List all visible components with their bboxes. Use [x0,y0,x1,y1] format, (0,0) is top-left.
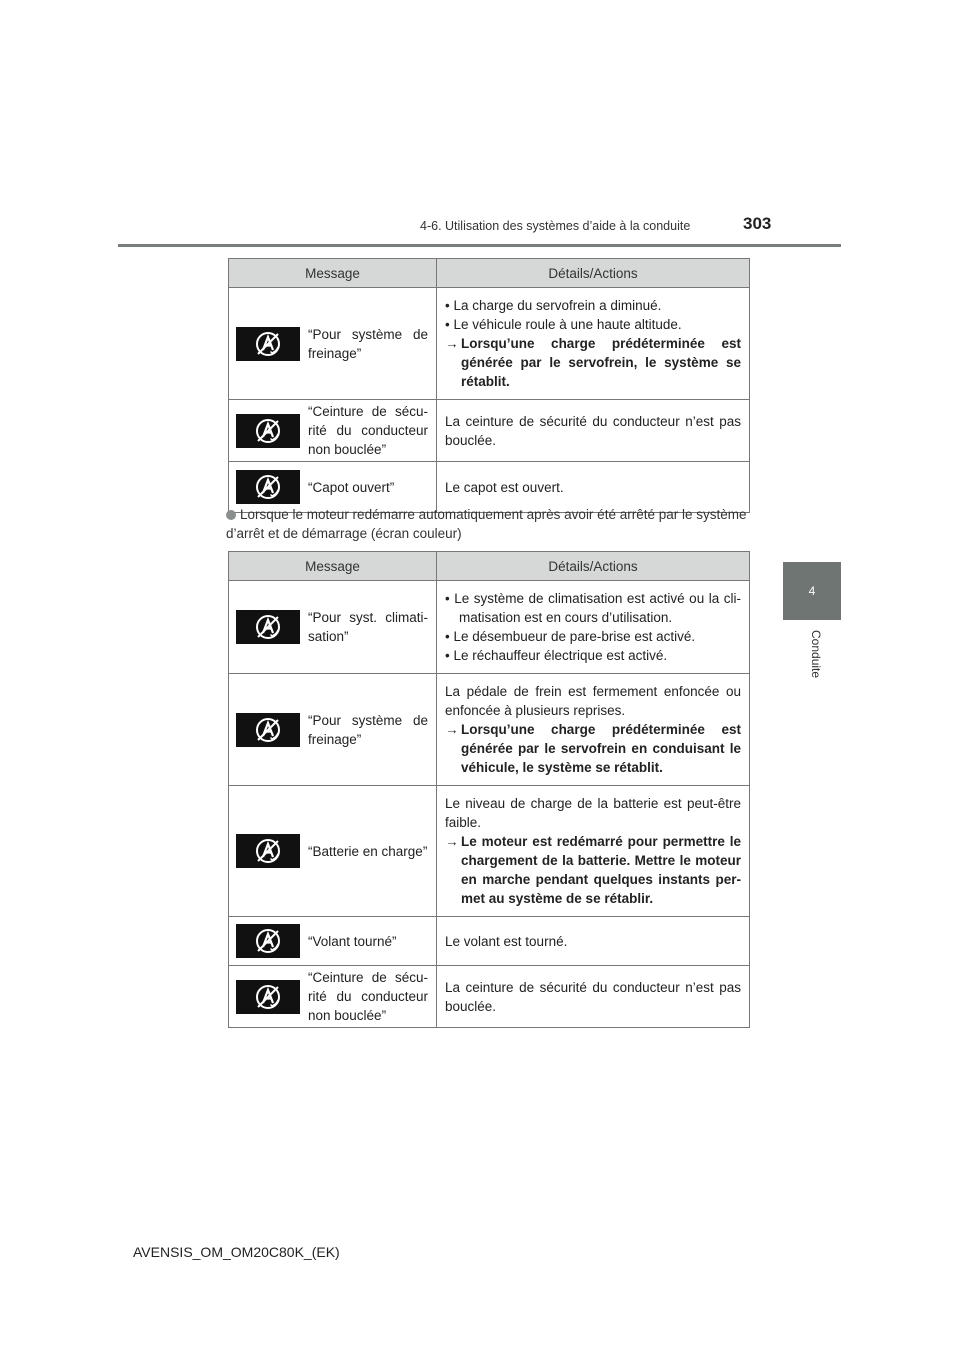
message-text: “Pour système de freinage” [304,674,437,786]
message-text: “Ceinture de sécu-rité du conducteur non bouclée” [304,400,437,462]
stop-start-deactivated-icon [236,834,300,868]
chapter-label: Conduite [809,630,823,679]
details-text: La pédale de frein est fermement enfoncée ou enfoncée à plusieurs reprises. → Lorsqu’une charge prédéterminée est générée par le servofrein en conduisant le véhicule, le système se rétablit. [437,674,750,786]
table-row [229,400,750,462]
message-text: “Batterie en charge” [304,786,437,917]
details-text: Le niveau de charge de la batterie est peut-être faible. → Le moteur est redémarré pour permettre le chargement de la batterie. Mettre le moteur en marche pendant quelques instants per-met au système de se rétablir. [437,786,750,917]
details-text: Le volant est tourné. [437,917,750,966]
header-section-title: 4-6. Utilisation des systèmes d’aide à la conduite [420,219,691,233]
chapter-tab[interactable]: 4 [783,562,841,620]
message-text: “Ceinture de sécu-rité du conducteur non bouclée” [304,966,437,1028]
stop-start-deactivated-icon [236,327,300,361]
table-row [229,674,750,786]
column-header-details: Détails/Actions [437,259,750,288]
stop-start-deactivated-icon [236,713,300,747]
column-header-details: Détails/Actions [437,552,750,581]
table-row [229,917,750,966]
footer-doc-code: AVENSIS_OM_OM20C80K_(EK) [133,1244,340,1260]
details-text: La ceinture de sécurité du conducteur n’est pas bouclée. [437,400,750,462]
message-text: “Pour système de freinage” [304,288,437,400]
details-text: La ceinture de sécurité du conducteur n’est pas bouclée. [437,966,750,1028]
stop-start-deactivated-icon [236,610,300,644]
message-text: “Pour syst. climati-sation” [304,581,437,674]
bullet-paragraph: Lorsque le moteur redémarre automatiquement après avoir été arrêté par le système d’arrêt et de démarrage (écran couleur) [226,507,747,541]
header-rule [118,244,841,247]
message-table-1 [228,258,750,513]
table-row [229,966,750,1028]
table-row [229,288,750,400]
stop-start-deactivated-icon [236,470,300,504]
stop-start-deactivated-icon [236,980,300,1014]
column-header-message: Message [229,259,437,288]
table-row [229,786,750,917]
stop-start-deactivated-icon [236,924,300,958]
page-number: 303 [743,214,772,233]
bullet-dot [226,510,236,520]
details-text: Le capot est ouvert. [437,462,750,513]
details-text: • La charge du servofrein a diminué. • Le véhicule roule à une haute altitude. → Lorsqu’une charge prédéterminée est générée par le servofrein, le système se rétablit. [437,288,750,400]
stop-start-deactivated-icon [236,414,300,448]
message-text: “Capot ouvert” [304,462,437,513]
column-header-message: Message [229,552,437,581]
details-text: • Le système de climatisation est activé ou la cli-matisation est en cours d’utilisation. • Le désembueur de pare-brise est activé. • Le réchauffeur électrique est activé. [437,581,750,674]
message-table-2 [228,551,750,1028]
message-text: “Volant tourné” [304,917,437,966]
table-row [229,581,750,674]
